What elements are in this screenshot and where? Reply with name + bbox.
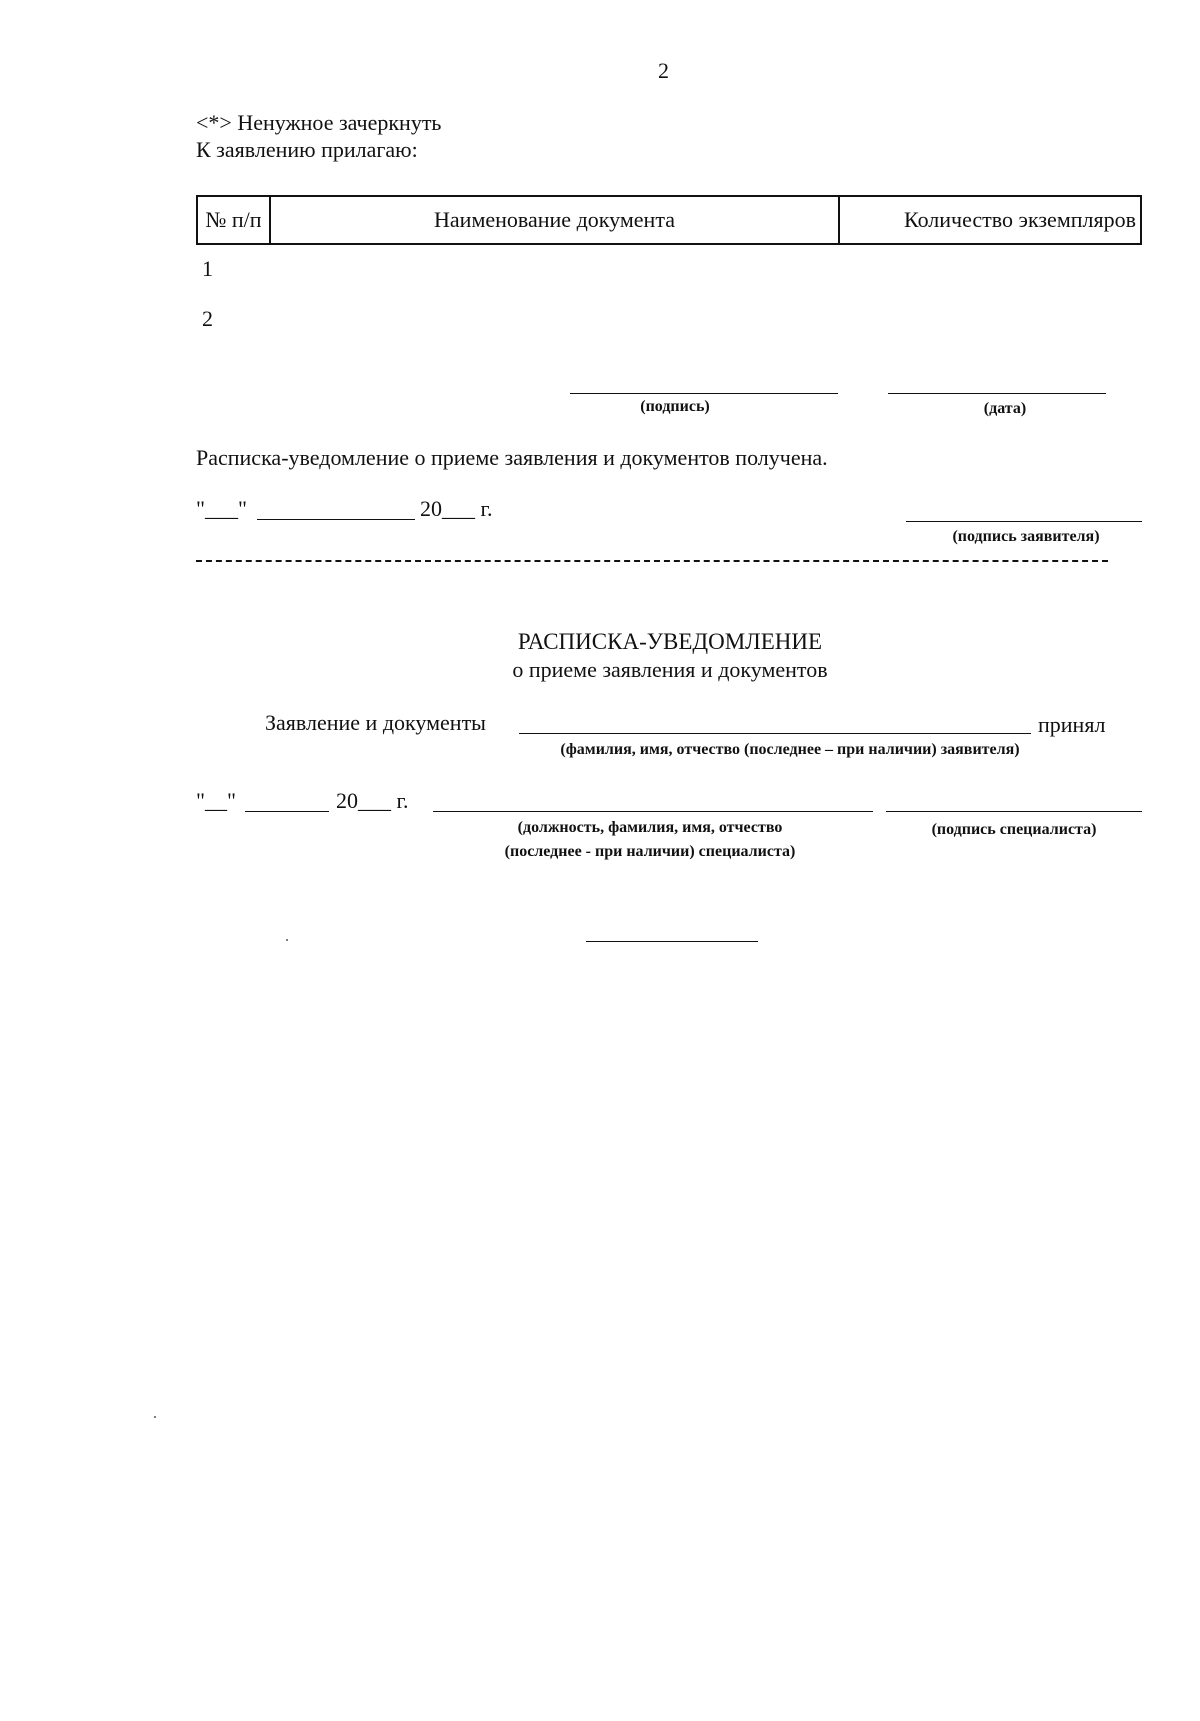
- cut-line: [196, 560, 1108, 562]
- strikeout-note: <*> Ненужное зачеркнуть: [196, 110, 442, 135]
- attachments-intro: К заявлению прилагаю:: [196, 137, 418, 162]
- date-month-line-2: [245, 811, 329, 812]
- receipt-title: РАСПИСКА-УВЕДОМЛЕНИЕ: [517, 629, 823, 654]
- receipt-received-text: Расписка-уведомление о приеме заявления и документов получена.: [196, 445, 828, 470]
- table-row-number: 1: [202, 256, 213, 281]
- receipt-subtitle: о приеме заявления и документов: [512, 657, 828, 682]
- table-header-copies: Количество экземпляров: [903, 207, 1136, 232]
- specialist-position-caption-2: (последнее - при наличии) специалиста): [504, 843, 796, 860]
- table-header-number: № п/п: [198, 197, 271, 243]
- date-month-line: [257, 519, 415, 520]
- table-header-document-name: Наименование документа: [271, 197, 840, 243]
- date-caption: (дата): [983, 400, 1027, 417]
- applicant-signature-line: [906, 521, 1142, 522]
- page-number: 2: [658, 58, 669, 83]
- signature-caption: (подпись): [640, 398, 710, 415]
- date-day-placeholder: "___": [196, 496, 247, 521]
- specialist-position-line: [433, 811, 873, 812]
- scan-dot: [154, 1416, 156, 1418]
- accepted-prefix: Заявление и документы: [265, 710, 486, 735]
- signature-line: [570, 393, 838, 394]
- specialist-signature-line: [886, 811, 1142, 812]
- end-line: [586, 941, 758, 942]
- date-year-placeholder-2: 20___ г.: [336, 788, 409, 813]
- scan-dot: [286, 939, 288, 941]
- accepted-suffix: принял: [1038, 712, 1106, 737]
- date-line: [888, 393, 1106, 394]
- specialist-position-caption: (должность, фамилия, имя, отчество: [517, 819, 783, 836]
- date-year-placeholder: 20___ г.: [420, 496, 493, 521]
- applicant-fio-caption: (фамилия, имя, отчество (последнее – при наличии) заявителя): [560, 741, 1020, 758]
- date-day-placeholder-2: "__": [196, 788, 236, 813]
- table-row-number: 2: [202, 306, 213, 331]
- attachments-table: [196, 195, 1142, 245]
- applicant-fio-line: [519, 733, 1031, 734]
- specialist-signature-caption: (подпись специалиста): [931, 821, 1097, 838]
- applicant-signature-caption: (подпись заявителя): [952, 528, 1100, 545]
